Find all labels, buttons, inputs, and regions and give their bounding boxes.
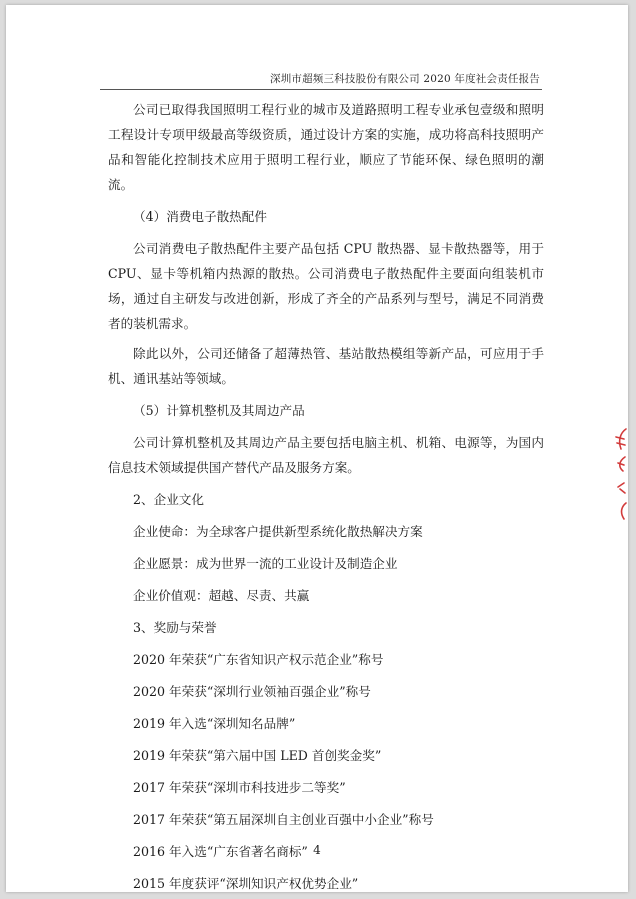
- award-item: 2020 年荣获“深圳行业领袖百强企业”称号: [133, 684, 371, 699]
- seal-stamp-fragment-icon: [612, 423, 628, 523]
- corporate-values: 企业价值观：超越、尽责、共赢: [133, 588, 310, 603]
- page-header-title: 深圳市超频三科技股份有限公司 2020 年度社会责任报告: [270, 73, 540, 85]
- award-item: 2020 年荣获“广东省知识产权示范企业”称号: [133, 652, 384, 667]
- section-3-heading: 3、奖励与荣誉: [133, 620, 217, 635]
- corporate-mission: 企业使命：为全球客户提供新型系统化散热解决方案: [133, 524, 423, 539]
- corporate-vision: 企业愿景：成为世界一流的工业设计及制造企业: [133, 556, 398, 571]
- paragraph-consumer-electronics: 公司消费电子散热配件主要产品包括 CPU 散热器、显卡散热器等，用于 CPU、显卡等机箱内热源的散热。公司消费电子散热配件主要面向组装机市场，通过自主研发与改进创新，形成了齐全的产品系列与型号，满足不同消费者的装机需求。: [108, 241, 544, 331]
- page-content: [108, 97, 544, 896]
- document-page: [6, 5, 628, 892]
- paragraph-lighting-engineering: 公司已取得我国照明工程行业的城市及道路照明工程专业承包壹级和照明工程设计专项甲级最高等级资质，通过设计方案的实施，成功将高科技照明产品和智能化控制技术应用于照明工程行业，顺应了节能环保、绿色照明的潮流。: [108, 102, 544, 192]
- page-number: 4: [313, 843, 321, 857]
- header-rule: [100, 89, 542, 90]
- section-2-heading: 2、企业文化: [133, 492, 204, 507]
- award-item: 2017 年荣获“深圳市科技进步二等奖”: [133, 780, 346, 795]
- award-item: 2015 年度获评“深圳知识产权优势企业”: [133, 876, 359, 891]
- paragraph-new-products: 除此以外，公司还储备了超薄热管、基站散热模组等新产品，可应用于手机、通讯基站等领域。: [108, 346, 544, 386]
- award-item: 2019 年荣获“第六届中国 LED 首创奖金奖”: [133, 748, 382, 763]
- item-4-heading: （4）消费电子散热配件: [133, 209, 267, 224]
- award-item: 2017 年荣获“第五届深圳自主创业百强中小企业”称号: [133, 812, 434, 827]
- item-5-heading: （5）计算机整机及其周边产品: [133, 403, 305, 418]
- award-item: 2019 年入选“深圳知名品牌”: [133, 716, 296, 731]
- paragraph-computer-products: 公司计算机整机及其周边产品主要包括电脑主机、机箱、电源等，为国内信息技术领域提供国产替代产品及服务方案。: [108, 435, 544, 475]
- award-item: 2016 年入选“广东省著名商标”: [133, 844, 308, 859]
